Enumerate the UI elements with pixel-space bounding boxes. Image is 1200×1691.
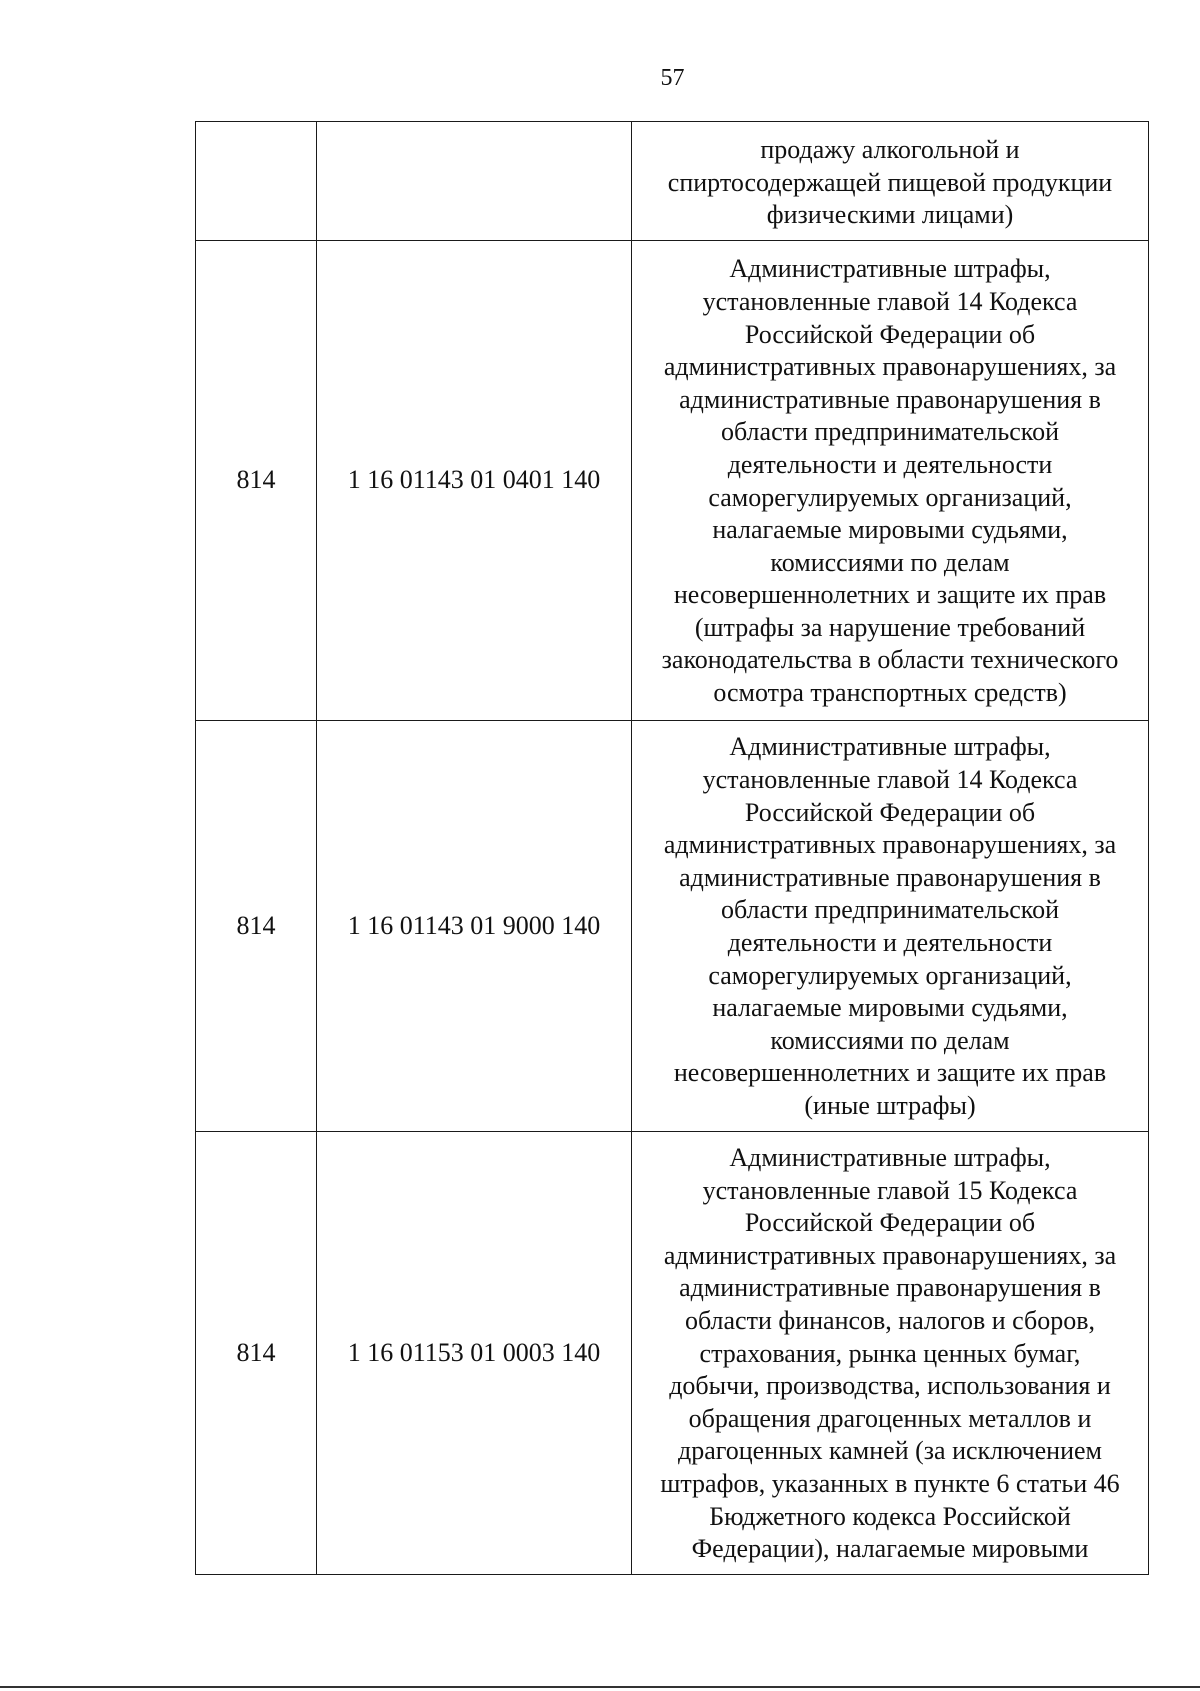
income-name-line: законодательства в области технического — [661, 645, 1119, 675]
income-name-line: административные правонарушения в — [679, 1273, 1101, 1303]
income-name-line: комиссиями по делам — [770, 547, 1010, 577]
kbk-code-cell — [317, 122, 632, 241]
income-name-line: саморегулируемых организаций, — [708, 960, 1072, 990]
income-name-line: административных правонарушениях, за — [663, 830, 1117, 860]
income-name-line: драгоценных камней (за исключением — [677, 1436, 1103, 1466]
income-name-line: Федерации), налагаемые мировыми — [691, 1534, 1089, 1564]
income-name-line: добычи, производства, использования и — [669, 1371, 1111, 1401]
income-name-line: штрафов, указанных в пункте 6 статьи 46 — [660, 1468, 1120, 1498]
income-name-line: области предпринимательской — [720, 895, 1060, 925]
income-name-line: Российской Федерации об — [744, 319, 1036, 349]
bottom-edge-rule — [0, 1686, 1200, 1688]
income-name-cell — [632, 122, 1149, 241]
table-row — [196, 721, 1149, 1132]
income-name-line: административных правонарушениях, за — [663, 352, 1117, 382]
income-name-line: деятельности и деятельности — [727, 928, 1053, 957]
budget-classification-table — [195, 121, 1149, 1575]
table-row — [196, 1132, 1149, 1575]
income-name-line: (штрафы за нарушение требований — [694, 612, 1086, 642]
income-name-line: области финансов, налогов и сборов, — [684, 1305, 1096, 1335]
income-name-line: установленные главой 14 Кодекса — [702, 765, 1078, 795]
income-name-line: административные правонарушения в — [679, 384, 1101, 414]
income-name-line: Административные штрафы, — [729, 1143, 1051, 1172]
income-name-line: установленные главой 14 Кодекса — [702, 286, 1078, 316]
income-name-line: саморегулируемых организаций, — [708, 482, 1072, 512]
income-name-line: обращения драгоценных металлов и — [688, 1403, 1092, 1433]
income-name-line: Бюджетного кодекса Российской — [709, 1501, 1071, 1531]
income-name-line: (иные штрафы) — [804, 1090, 976, 1120]
income-name-line: осмотра транспортных средств) — [713, 678, 1067, 708]
income-name-cell — [632, 1132, 1149, 1575]
income-name-cell — [632, 721, 1149, 1132]
income-name-line: установленные главой 15 Кодекса — [702, 1175, 1078, 1205]
kbk-code-cell: 1 16 01143 01 9000 140 — [317, 721, 632, 1132]
income-name-line: административных правонарушениях, за — [663, 1240, 1117, 1270]
income-name-line: физическими лицами) — [766, 200, 1014, 230]
income-name-line: Российской Федерации об — [744, 1208, 1036, 1238]
kbk-code-cell: 1 16 01143 01 0401 140 — [317, 241, 632, 721]
income-name-line: деятельности и деятельности — [727, 449, 1053, 479]
income-name-line: Административные штрафы, — [729, 254, 1051, 284]
income-name-line: несовершеннолетних и защите их прав — [673, 1058, 1107, 1088]
income-name-line: страхования, рынка ценных бумаг, — [699, 1338, 1081, 1368]
page-number: 57 — [660, 65, 685, 91]
table-row — [196, 122, 1149, 241]
income-name-line: административные правонарушения в — [679, 862, 1101, 892]
table-row — [196, 241, 1149, 721]
administrator-code-cell: 814 — [196, 721, 317, 1132]
income-name-line: продажу алкогольной и — [760, 135, 1020, 165]
kbk-code-cell: 1 16 01153 01 0003 140 — [317, 1132, 632, 1575]
administrator-code-cell — [196, 122, 317, 241]
income-name-line: налагаемые мировыми судьями, — [712, 993, 1068, 1023]
income-name-cell — [632, 241, 1149, 721]
income-name-line: несовершеннолетних и защите их прав — [673, 580, 1107, 610]
income-name-line: налагаемые мировыми судьями, — [712, 515, 1068, 545]
income-name-line: комиссиями по делам — [770, 1025, 1010, 1055]
administrator-code-cell: 814 — [196, 1132, 317, 1575]
administrator-code-cell: 814 — [196, 241, 317, 721]
income-name-line: спиртосодержащей пищевой продукции — [667, 167, 1113, 197]
income-name-line: Административные штрафы, — [729, 732, 1051, 762]
income-name-line: области предпринимательской — [720, 417, 1060, 447]
income-name-line: Российской Федерации об — [744, 797, 1036, 827]
